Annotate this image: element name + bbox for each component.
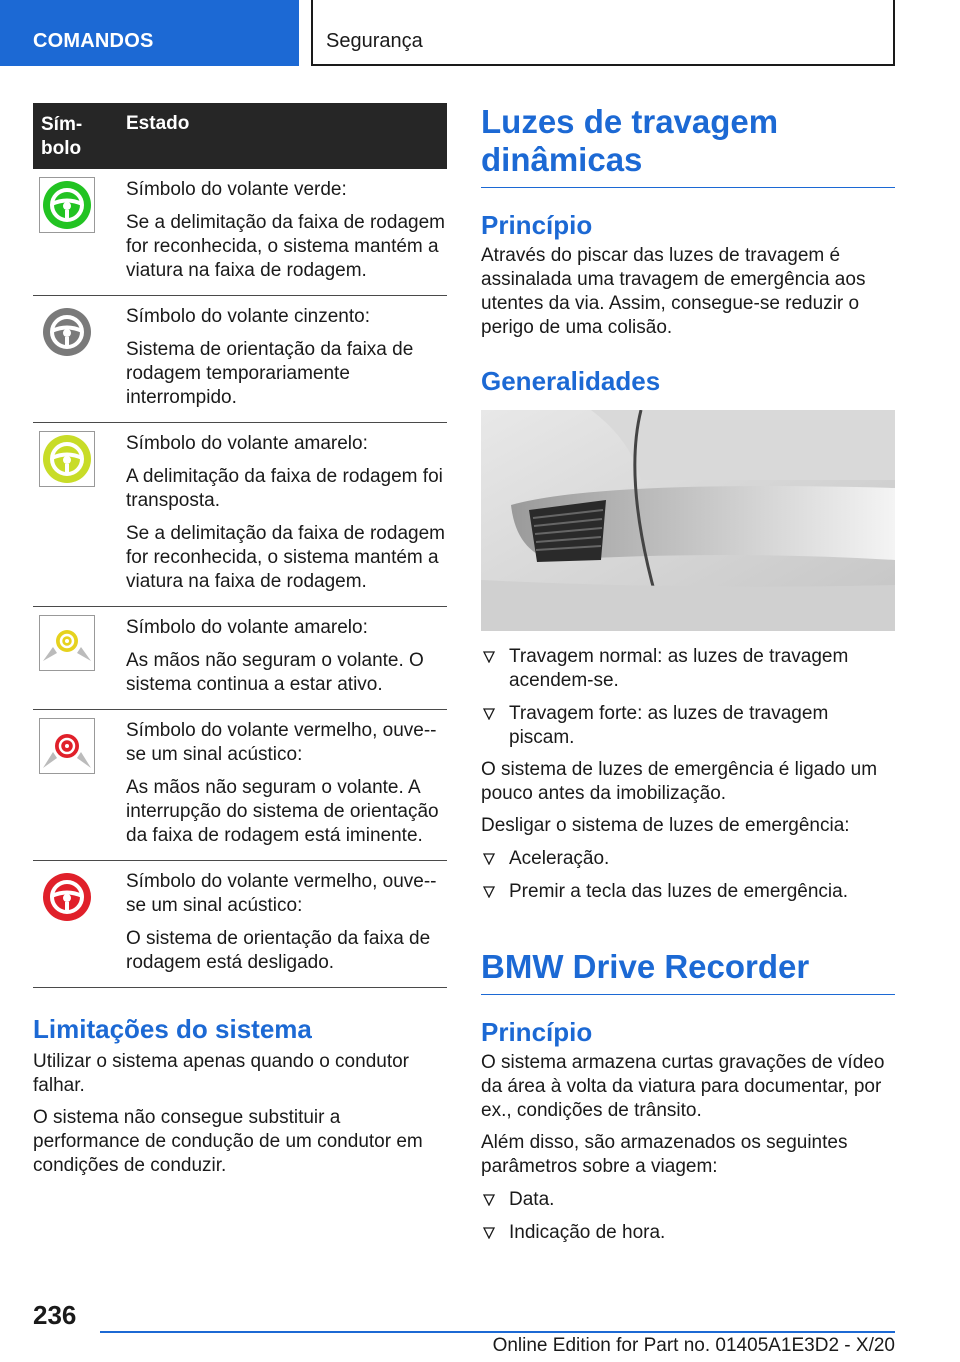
bullet-text: Indicação de hora. [509, 1222, 666, 1243]
footer-divider [100, 1331, 895, 1333]
row-label: Símbolo do volante amarelo: [126, 617, 368, 638]
steering-wheel-red-icon [39, 869, 95, 925]
section-title: COMANDOS [33, 30, 154, 52]
triangle-bullet-icon [483, 853, 495, 865]
brake-lights-heading: Luzes de travagem dinâmicas [481, 103, 895, 188]
triangle-bullet-icon [483, 1227, 495, 1239]
triangle-bullet-icon [483, 708, 495, 720]
bullet-text: Travagem normal: as luzes de travagem acendem-se. [509, 646, 849, 691]
triangle-bullet-icon [483, 1194, 495, 1206]
col-state-header: Estado [126, 113, 190, 134]
list-item [481, 1221, 895, 1245]
body-text: Além disso, são armazenados os seguintes parâmetros sobre a viagem: [481, 1132, 848, 1177]
list-item [481, 1188, 895, 1212]
hands-off-red-icon [39, 718, 95, 774]
row-text: Se a delimitação da faixa de rodagem for reconhecida, o sistema mantém a viatura na faixa de rodagem. [126, 523, 445, 592]
body-text: O sistema armazena curtas gravações de vídeo da área à volta da viatura para documentar, por ex., condições de trânsito. [481, 1052, 885, 1121]
row-label: Símbolo do volante vermelho, ouve--se um sinal acústico: [126, 871, 437, 916]
bullet-text: Aceleração. [509, 848, 610, 869]
steering-wheel-gray-icon [39, 304, 95, 360]
list-item [481, 847, 895, 871]
general-heading: Generalidades [481, 366, 661, 396]
row-label: Símbolo do volante cinzento: [126, 306, 370, 327]
section-tab [0, 0, 299, 66]
tail-light-photo [481, 410, 895, 631]
table-header [33, 103, 447, 169]
limitations-text: O sistema não consegue substituir a performance de condução de um condutor em condições de conduzir. [33, 1107, 423, 1176]
row-label: Símbolo do volante amarelo: [126, 433, 368, 454]
row-text: O sistema de orientação da faixa de rodagem está desligado. [126, 928, 431, 973]
bullet-text: Premir a tecla das luzes de emergência. [509, 881, 848, 902]
row-label: Símbolo do volante verde: [126, 179, 347, 200]
row-text: As mãos não seguram o volante. A interrupção do sistema de orientação da faixa de rodagem está iminente. [126, 777, 439, 846]
table-row [33, 861, 447, 988]
row-label: Símbolo do volante vermelho, ouve--se um sinal acústico: [126, 720, 437, 765]
col-symbol-header: Sím- bolo [41, 114, 83, 159]
principle-text: Através do piscar das luzes de travagem é assinalada uma travagem de emergência aos utentes da via. Assim, consegue-se reduzir o perigo de uma colisão. [481, 245, 866, 338]
bullet-text: Data. [509, 1189, 555, 1210]
limitations-heading: Limitações do sistema [33, 1014, 312, 1044]
steering-wheel-yellow-icon [39, 431, 95, 487]
triangle-bullet-icon [483, 886, 495, 898]
table-row [33, 710, 447, 861]
list-item [481, 645, 895, 693]
recorder-principle-heading: Princípio [481, 1017, 593, 1047]
triangle-bullet-icon [483, 651, 495, 663]
footer-edition: Online Edition for Part no. 01405A1E3D2 - X/20 [492, 1335, 895, 1356]
page-number: 236 [33, 1300, 77, 1330]
principle-heading: Princípio [481, 210, 593, 240]
list-item [481, 880, 895, 904]
body-text: Desligar o sistema de luzes de emergência: [481, 815, 850, 836]
row-text: Se a delimitação da faixa de rodagem for reconhecida, o sistema mantém a viatura na faixa de rodagem. [126, 212, 445, 281]
table-row [33, 607, 447, 710]
row-text: Sistema de orientação da faixa de rodagem temporariamente interrompido. [126, 339, 414, 408]
left-column [33, 103, 447, 1178]
recorder-heading: BMW Drive Recorder [481, 948, 895, 995]
table-row [33, 169, 447, 296]
right-column [481, 103, 895, 1245]
hands-off-yellow-icon [39, 615, 95, 671]
subsection-title: Segurança [326, 30, 423, 52]
row-text: As mãos não seguram o volante. O sistema continua a estar ativo. [126, 650, 424, 695]
row-text: A delimitação da faixa de rodagem foi transposta. [126, 466, 443, 511]
table-row [33, 296, 447, 423]
subsection-tab [311, 0, 895, 66]
list-item [481, 702, 895, 750]
limitations-text: Utilizar o sistema apenas quando o condutor falhar. [33, 1051, 410, 1096]
bullet-text: Travagem forte: as luzes de travagem piscam. [509, 703, 829, 748]
body-text: O sistema de luzes de emergência é ligado um pouco antes da imobilização. [481, 759, 878, 804]
steering-wheel-green-icon [39, 177, 95, 233]
table-row [33, 423, 447, 607]
